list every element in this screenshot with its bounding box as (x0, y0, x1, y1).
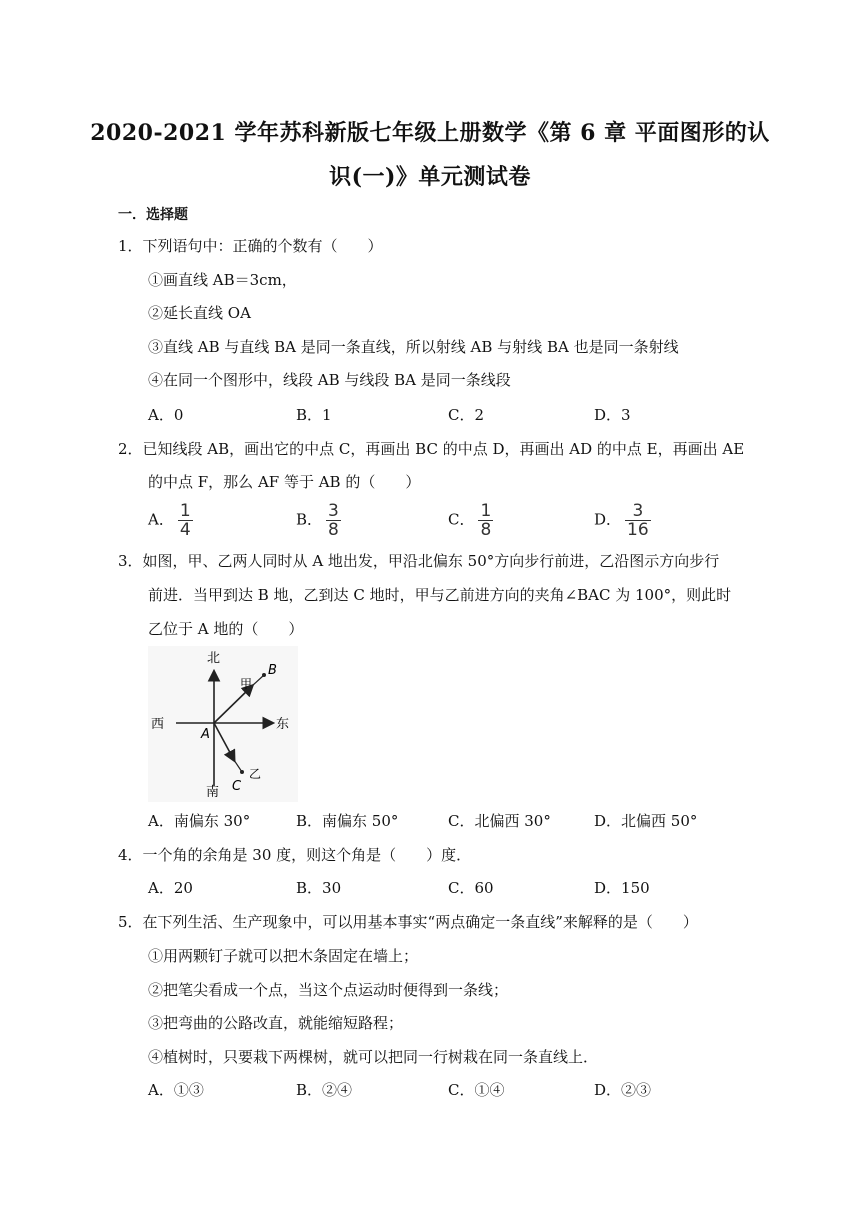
q5-stem: 5．在下列生活、生产现象中，可以用基本事实“两点确定一条直线”来解释的是（ ） (118, 913, 698, 931)
q1-stem: 1．下列语句中：正确的个数有（ ） (118, 237, 383, 255)
q2-option-c-fraction (478, 502, 493, 539)
section-title: 一．选择题 (118, 207, 188, 223)
point-c-dot (240, 770, 244, 774)
q2-option-b-fraction (326, 502, 341, 539)
q1-statement-2: ②延长直线 OA (148, 304, 251, 322)
fraction-numerator: 3 (328, 501, 339, 521)
label-east: 东 (276, 717, 290, 732)
q2-option-d-label: D． (594, 510, 622, 529)
q3-stem-line-1: 3．如图，甲、乙两人同时从 A 地出发，甲沿北偏东 50°方向步行前进，乙沿图示方向步行 (118, 552, 720, 570)
q3-option-c: C．北偏西 30° (448, 812, 551, 830)
q3-stem-line-3: 乙位于 A 地的（ ） (148, 620, 304, 638)
point-b-dot (262, 673, 266, 677)
q2-stem-line-1: 2．已知线段 AB，画出它的中点 C，再画出 BC 的中点 D，再画出 AD 的中点 E，再画出 AE (118, 440, 745, 458)
q1-statement-1: ①画直线 AB＝3cm， (148, 271, 297, 289)
q4-option-d: D．150 (594, 879, 650, 897)
q1-option-d: D．3 (594, 406, 631, 424)
page-title-line-1: 2020-2021 学年苏科新版七年级上册数学《第 6 章 平面图形的认 (90, 120, 770, 146)
label-west: 西 (151, 717, 165, 732)
q2-option-b (296, 502, 341, 539)
page-title-line-2: 识(一)》单元测试卷 (329, 164, 531, 190)
fraction-denominator: 16 (627, 520, 649, 540)
q5-option-b: B．②④ (296, 1081, 353, 1099)
q1-statement-3: ③直线 AB 与直线 BA 是同一条直线，所以射线 AB 与射线 BA 也是同一条射线 (148, 338, 679, 356)
q1-option-b: B．1 (296, 406, 332, 424)
fraction-numerator: 1 (480, 501, 492, 521)
fraction-numerator: 1 (179, 501, 191, 521)
q2-option-c (448, 502, 493, 539)
q2-option-d (594, 502, 651, 539)
fraction-denominator: 8 (328, 520, 339, 540)
q2-option-a-fraction (178, 502, 193, 539)
q5-option-a: A．①③ (148, 1081, 204, 1099)
fraction-numerator: 3 (625, 502, 651, 521)
q2-option-a (148, 502, 193, 539)
q2-option-a-label: A． (148, 510, 174, 529)
q5-option-d: D．②③ (594, 1081, 652, 1099)
q1-statement-4: ④在同一个图形中，线段 AB 与线段 BA 是同一条线段 (148, 371, 511, 389)
label-north: 北 (207, 651, 221, 666)
label-jia: 甲 (240, 677, 253, 691)
label-yi: 乙 (249, 767, 262, 781)
q4-option-b: B．30 (296, 879, 342, 897)
q5-option-c: C．①④ (448, 1081, 505, 1099)
q2-option-b-label: B． (296, 510, 323, 529)
label-point-b: B (268, 663, 277, 678)
q3-option-d: D．北偏西 50° (594, 812, 698, 830)
q3-direction-figure (148, 646, 298, 802)
q3-stem-line-2: 前进．当甲到达 B 地，乙到达 C 地时，甲与乙前进方向的夹角∠BAC 为 100°，则此时 (148, 586, 732, 604)
q2-option-d-fraction (625, 502, 651, 539)
fraction-denominator: 8 (480, 520, 492, 540)
q5-statement-3: ③把弯曲的公路改直，就能缩短路程； (148, 1014, 404, 1032)
q2-stem-line-2: 的中点 F，那么 AF 等于 AB 的（ ） (148, 473, 421, 491)
label-point-a: A (201, 727, 210, 742)
q3-option-a: A．南偏东 30° (148, 812, 251, 830)
q4-option-a: A．20 (148, 879, 193, 897)
q3-option-b: B．南偏东 50° (296, 812, 399, 830)
q5-statement-2: ②把笔尖看成一个点，当这个点运动时便得到一条线； (148, 981, 509, 999)
q5-statement-1: ①用两颗钉子就可以把木条固定在墙上； (148, 947, 419, 965)
fraction-denominator: 4 (179, 520, 191, 540)
q4-option-c: C．60 (448, 879, 494, 897)
q1-option-a: A．0 (148, 406, 184, 424)
q4-stem: 4．一个角的余角是 30 度，则这个角是（ ）度． (118, 846, 472, 864)
label-point-c: C (232, 779, 242, 794)
q1-option-c: C．2 (448, 406, 485, 424)
q5-statement-4: ④植树时，只要栽下两棵树，就可以把同一行树栽在同一条直线上． (148, 1048, 599, 1066)
label-south: 南 (206, 785, 220, 800)
q2-option-c-label: C． (448, 510, 475, 529)
